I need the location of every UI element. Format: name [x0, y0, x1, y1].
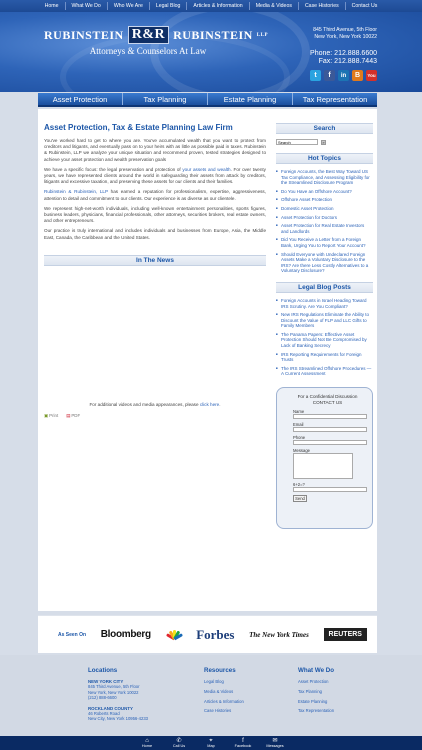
news-heading: In The News	[44, 255, 266, 266]
more-media-text: For additional videos and media appearances, please click here.	[89, 401, 221, 407]
main-nav	[38, 93, 377, 107]
page-title: Asset Protection, Tax & Estate Planning Law Firm	[44, 123, 233, 132]
map-pin-icon: ⌖	[209, 737, 213, 744]
facebook-icon[interactable]: f	[324, 70, 335, 81]
captcha-label: 6+2=?	[293, 482, 305, 488]
twitter-icon[interactable]: t	[310, 70, 321, 81]
forbes-logo: Forbes	[196, 626, 235, 642]
list-item[interactable]: ■ The IRS Streamlined Offshore Procedures — A Current Assessment	[276, 366, 373, 377]
tab-facebook[interactable]: f Facebook	[234, 737, 252, 748]
footer-link[interactable]: Case Histories	[204, 708, 232, 714]
main-column	[44, 115, 266, 419]
firm-name: RUBINSTEIN R&R RUBINSTEIN LLP	[44, 27, 269, 42]
footer-what-we-do: What We Do Asset Protection Tax Planning Estate Planning Tax Representation	[298, 667, 398, 718]
news-area	[44, 266, 266, 402]
focus-paragraph: We have a specific focus: the legal preservation and protection of your assets and wealth. For over twenty years, we have represented clients around the world in safeguarding their assets from attack by creditors, litigants and excessive taxation, and preserving these assets for our clients and their families.	[44, 166, 266, 185]
tab-messages[interactable]: ✉ Messages	[266, 737, 284, 748]
topnav-legal-blog[interactable]: Legal Blog	[150, 2, 188, 10]
mainnav-estate-planning[interactable]: Estate Planning	[208, 93, 293, 105]
tab-call-us[interactable]: ✆ Call Us	[172, 737, 186, 748]
header-address: 845 Third Avenue, 5th Floor New York, New York 10022	[313, 27, 377, 40]
list-item[interactable]: ■ Do You Have an Offshore Account?	[276, 189, 373, 195]
hot-topics-heading: Hot Topics	[276, 153, 373, 164]
list-item[interactable]: ■ Did You Receive a Letter from a Foreign Bank, Urging You to Report Your Account?	[276, 237, 373, 248]
topnav-who-we-are[interactable]: Who We Are	[108, 2, 150, 10]
search-input[interactable]	[276, 139, 318, 145]
send-button[interactable]: Send	[293, 495, 307, 502]
as-seen-on-label: As Seen On	[58, 631, 87, 638]
tab-home[interactable]: ⌂ Home	[141, 737, 153, 748]
email-label: Email	[293, 422, 304, 428]
footer-link[interactable]: Asset Protection	[298, 679, 329, 684]
header-phone[interactable]: Phone: 212.888.6600	[310, 50, 377, 57]
footer-link[interactable]: Legal Blog	[204, 679, 224, 684]
footer-link[interactable]: Estate Planning	[298, 698, 328, 704]
footer-locations: Locations NEW YORK CITY 845 Third Avenue, 5th Floor New York, New York 10022 (212) 888-6600 ROCKLAND COUNTY 46 Roberts Road New City, New York 10956-4233	[88, 667, 188, 722]
mobile-tab-bar	[0, 736, 422, 750]
list-item[interactable]: ■ Asset Protection for Doctors	[276, 215, 373, 221]
contact-form	[276, 387, 373, 529]
list-item[interactable]: ■ The Panama Papers: Effective Asset Protection Should Not Be Compromised by Lack of Banking Secrecy	[276, 332, 373, 349]
mainnav-asset-protection[interactable]: Asset Protection	[38, 93, 123, 105]
reuters-logo: REUTERS	[324, 628, 367, 641]
footer-link[interactable]: Tax Planning	[298, 688, 322, 694]
footer-phone-link[interactable]: (212) 888-6600	[88, 695, 117, 701]
header-fax: Fax: 212.888.7443	[318, 58, 377, 65]
pdf-button[interactable]: ▤PDF	[66, 412, 81, 418]
logo-monogram: R&R	[128, 26, 169, 44]
topnav-articles[interactable]: Articles & Information	[187, 2, 249, 10]
topnav-case-histories[interactable]: Case Histories	[299, 2, 346, 10]
blog-heading: Legal Blog Posts	[276, 282, 373, 293]
topnav-contact[interactable]: Contact Us	[351, 3, 378, 9]
list-item[interactable]: ■ Foreign Accounts, the Best Way Toward US Tax Compliance, and Assessing Eligibility for the Streamlined Disclosure Program	[276, 169, 373, 186]
contact-heading: For a Confidential Discussion CONTACT US	[297, 394, 358, 406]
footer-link[interactable]: Articles & Information	[204, 698, 244, 704]
topnav-what-we-do[interactable]: What We Do	[66, 2, 108, 10]
print-icon: ▣	[44, 412, 49, 418]
topnav-home[interactable]: Home	[39, 2, 66, 10]
message-label: Message	[293, 448, 310, 454]
email-field[interactable]	[293, 427, 367, 432]
mainnav-tax-representation[interactable]: Tax Representation	[302, 95, 368, 104]
home-icon: ⌂	[145, 737, 149, 744]
list-item[interactable]: ■ Foreign Accounts in Israel Heading Toward IRS Scrutiny. Are You Compliant?	[276, 298, 373, 309]
mainnav-tax-planning[interactable]: Tax Planning	[123, 93, 208, 105]
social-links	[310, 70, 377, 81]
blogger-icon[interactable]: B	[352, 70, 363, 81]
chat-icon: ✉	[272, 737, 278, 744]
bloomberg-logo: Bloomberg	[100, 629, 151, 640]
phone-field[interactable]	[293, 440, 367, 445]
more-media-link[interactable]: click here	[199, 401, 220, 407]
search-heading: Search	[276, 123, 373, 134]
print-bar	[44, 413, 266, 419]
reputation-paragraph: Rubinstein & Rubinstein, LLP has earned a reputation for professionalism, expertise, aggressiveness, attention to detail and commitment to our clients. Our experience is as diverse as our clientele.	[44, 189, 266, 201]
list-item[interactable]: ■ Asset Protection for Real Estate Investors and Landlords	[276, 223, 373, 234]
sidebar	[276, 115, 373, 529]
intro-paragraph: You've worked hard to get to where you are. You've accumulated wealth that you want to protect from creditors and litigants, and eventually pass on to your heirs with as little as possible paid in taxes. Rubinstein & Rubinstein, LLP we analyze your unique situation and recommend proven, tested strategies designed to achieve your asset protection and wealth preservation goals	[44, 138, 266, 162]
nyt-logo: The New York Times	[249, 630, 309, 639]
international-paragraph: Our practice is truly international and includes individuals and businesses from Europe, Asia, the Middle East, Canada, the Caribbean and the United States.	[44, 228, 266, 240]
name-label: Name	[293, 409, 305, 415]
search-row	[276, 139, 373, 145]
hot-topics-list	[276, 169, 373, 274]
list-item[interactable]: ■ Should Everyone with Undeclared Foreign Assets Make a Voluntary Disclosure to the IRS? Are there Less Costly Alternatives to a Voluntary Disclosure?	[276, 252, 373, 274]
youtube-icon[interactable]: You	[366, 70, 377, 81]
list-item[interactable]: ■ IRS Reporting Requirements for Foreign Trusts	[276, 352, 373, 363]
content-panel	[38, 109, 377, 611]
list-item[interactable]: ■ Offshore Asset Protection	[276, 197, 373, 203]
facebook-icon: f	[242, 737, 244, 744]
blog-list	[276, 298, 373, 377]
firm-logo[interactable]	[44, 26, 269, 56]
footer-link[interactable]: Tax Representation	[298, 708, 335, 714]
nbc-peacock-icon	[166, 629, 182, 641]
phone-icon: ✆	[176, 737, 182, 744]
print-button[interactable]: ▣Print	[44, 412, 59, 418]
tab-map[interactable]: ⌖ Map	[207, 737, 215, 748]
pdf-icon: ▤	[66, 412, 71, 418]
top-nav	[0, 0, 422, 12]
firm-link[interactable]: Rubinstein & Rubinstein, LLP	[44, 189, 108, 195]
header-phones	[310, 50, 377, 66]
header-banner	[0, 12, 422, 92]
search-go-button[interactable]: »	[322, 139, 325, 145]
topnav-media[interactable]: Media & Videos	[250, 2, 299, 10]
message-field[interactable]	[293, 453, 353, 479]
list-item[interactable]: ■ Domestic Asset Protection	[276, 206, 373, 212]
footer-resources: Resources Legal Blog Media & Videos Articles & Information Case Histories	[204, 667, 304, 718]
list-item[interactable]: ■ New IRS Regulations Eliminate the Ability to Discount the Value of FLP and LLC Gifts to Family Members	[276, 312, 373, 329]
name-field[interactable]	[293, 414, 367, 419]
firm-tagline: Attorneys & Counselors At Law	[89, 46, 207, 56]
linkedin-icon[interactable]: in	[338, 70, 349, 81]
phone-label: Phone	[293, 435, 306, 441]
clients-paragraph: We represent high-net-worth individuals, including well-known entertainment personalities, sports figures, business leaders, physicians, financial professionals, other attorneys, securities brokers, real estate owners, and other entrepreneurs.	[44, 205, 266, 224]
footer-link[interactable]: Media & Videos	[204, 688, 234, 694]
captcha-field[interactable]	[293, 487, 367, 492]
as-seen-on-strip	[38, 615, 377, 653]
assets-link[interactable]: your assets and wealth	[182, 166, 231, 172]
